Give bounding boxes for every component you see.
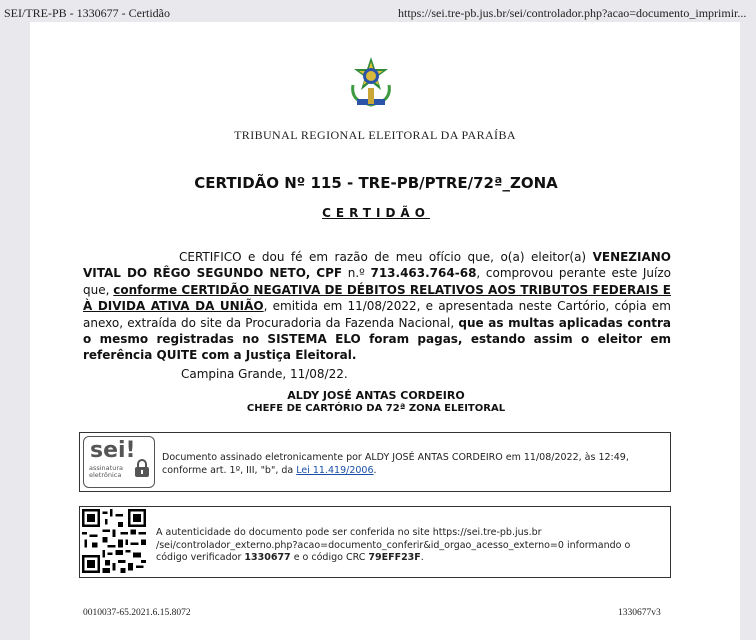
body-text-2: , comprovou perante este Juízo que,	[83, 266, 671, 297]
place-date: Campina Grande, 11/08/22.	[181, 367, 348, 381]
elector-name: VENEZIANO VITAL DO RÊGO SEGUNDO NETO	[83, 250, 671, 281]
certificate-body	[83, 249, 671, 364]
brazil-coat-of-arms-icon	[347, 55, 395, 110]
signer-name: ALDY JOSÉ ANTAS CORDEIRO	[287, 389, 465, 402]
authenticity-text: A autenticidade do documento pode ser conferida no site https://sei.tre-pb.jus.br /sei/controlador_externo.php?acao=documento_conferir&id_orgao_acesso_externo=0 informando o código verificador 1330677 e o código CRC 79EFF23F.	[156, 527, 631, 563]
sei-logo-word: sei!	[90, 438, 136, 463]
browser-header-url: https://sei.tre-pb.jus.br/sei/controlador.php?acao=documento_imprimir...	[398, 6, 747, 20]
law-link[interactable]: Lei 11.419/2006	[296, 464, 374, 476]
certidao-reference: conforme CERTIDÃO NEGATIVA DE DÉBITOS RELATIVOS AOS TRIBUTOS FEDERAIS E À DIVIDA ATIVA DA UNIÃO	[83, 282, 671, 314]
body-intro: CERTIFICO e dou fé em razão de meu ofício que, o(a) eleitor(a)	[179, 250, 593, 264]
document-version: 1330677v3	[618, 608, 661, 618]
qr-code-icon	[82, 509, 146, 573]
cpf-label: , CPF	[305, 266, 343, 281]
cpf-number: 713.463.764-68	[370, 266, 477, 281]
signature-box	[79, 432, 671, 492]
process-number: 0010037-65.2021.6.15.8072	[83, 608, 191, 618]
authenticity-box	[79, 506, 671, 578]
document-subtitle: CERTIDÃO	[322, 206, 430, 220]
organization-name: TRIBUNAL REGIONAL ELEITORAL DA PARAÍBA	[234, 128, 516, 142]
body-conclusion: que as multas aplicadas contra o mesmo registradas no SISTEMA ELO foram pagas, estando assim o eleitor em referência QUITE com a Justiça Eleitoral.	[83, 315, 672, 363]
document-title: CERTIDÃO Nº 115 - TRE-PB/PTRE/72ª_ZONA	[194, 174, 558, 192]
sei-logo-caption: assinatura eletrônica	[89, 464, 123, 479]
verification-code: 1330677	[244, 552, 291, 563]
sei-signature-logo	[83, 436, 155, 488]
browser-header-title: SEI/TRE-PB - 1330677 - Certidão	[4, 6, 170, 20]
signer-role: CHEFE DE CARTÓRIO DA 72ª ZONA ELEITORAL	[246, 403, 506, 414]
lock-icon	[134, 458, 150, 478]
crc-code: 79EFF23F	[368, 552, 421, 563]
cpf-separator: n.º	[342, 266, 371, 281]
signature-text: Documento assinado eletronicamente por ALDY JOSÉ ANTAS CORDEIRO em 11/08/2022, às 12:49, conforme art. 1º, III, "b", da Lei 11.419/2006.	[162, 452, 629, 476]
body-text-3: , emitida em 11/08/2022, e apresentada neste Cartório, cópia em anexo, extraída do site da Procuradoria da Fazenda Nacional,	[83, 299, 671, 330]
